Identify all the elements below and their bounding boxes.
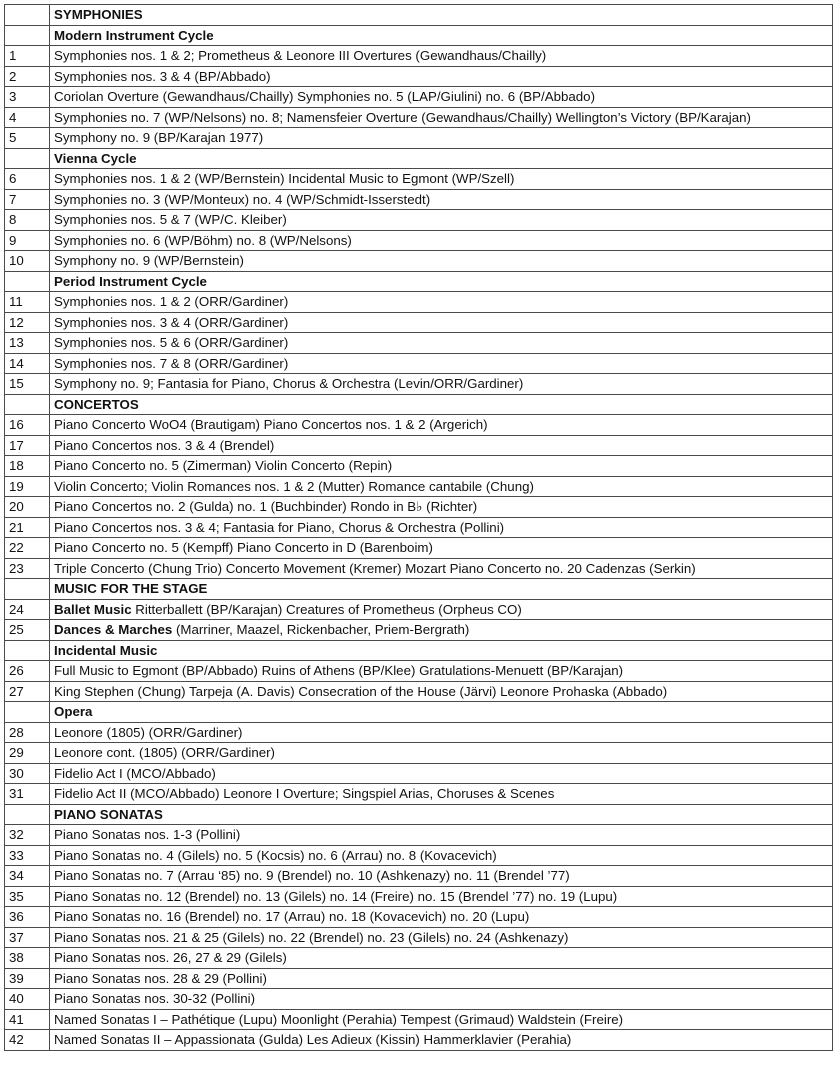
table-row bbox=[5, 87, 833, 108]
row-description: Piano Sonatas nos. 30-32 (Pollini) bbox=[50, 989, 833, 1010]
row-number: 32 bbox=[5, 825, 50, 846]
row-number bbox=[5, 579, 50, 600]
table-row bbox=[5, 517, 833, 538]
row-description: Symphony no. 9 (WP/Bernstein) bbox=[50, 251, 833, 272]
table-row bbox=[5, 415, 833, 436]
row-description: Symphonies nos. 3 & 4 (BP/Abbado) bbox=[50, 66, 833, 87]
row-number: 22 bbox=[5, 538, 50, 559]
table-row bbox=[5, 948, 833, 969]
row-description: Symphonies nos. 1 & 2 (ORR/Gardiner) bbox=[50, 292, 833, 313]
section-heading-row bbox=[5, 148, 833, 169]
row-number: 10 bbox=[5, 251, 50, 272]
section-heading-row bbox=[5, 579, 833, 600]
table-row bbox=[5, 620, 833, 641]
table-row bbox=[5, 497, 833, 518]
row-number: 17 bbox=[5, 435, 50, 456]
row-number: 13 bbox=[5, 333, 50, 354]
row-number: 33 bbox=[5, 845, 50, 866]
row-description: Triple Concerto (Chung Trio) Concerto Movement (Kremer) Mozart Piano Concerto no. 20 Cadenzas (Serkin) bbox=[50, 558, 833, 579]
row-number: 11 bbox=[5, 292, 50, 313]
section-heading-row bbox=[5, 25, 833, 46]
row-number: 19 bbox=[5, 476, 50, 497]
row-description: Fidelio Act I (MCO/Abbado) bbox=[50, 763, 833, 784]
table-body bbox=[5, 5, 833, 1051]
row-number: 14 bbox=[5, 353, 50, 374]
row-number bbox=[5, 271, 50, 292]
row-number: 2 bbox=[5, 66, 50, 87]
row-description: Piano Concertos nos. 3 & 4; Fantasia for Piano, Chorus & Orchestra (Pollini) bbox=[50, 517, 833, 538]
row-description: Named Sonatas I – Pathétique (Lupu) Moonlight (Perahia) Tempest (Grimaud) Waldstein (Freire) bbox=[50, 1009, 833, 1030]
section-heading-row bbox=[5, 271, 833, 292]
table-row bbox=[5, 743, 833, 764]
table-row bbox=[5, 558, 833, 579]
row-description: Coriolan Overture (Gewandhaus/Chailly) Symphonies no. 5 (LAP/Giulini) no. 6 (BP/Abbado) bbox=[50, 87, 833, 108]
section-heading: Opera bbox=[50, 702, 833, 723]
row-description: Fidelio Act II (MCO/Abbado) Leonore I Overture; Singspiel Arias, Choruses & Scenes bbox=[50, 784, 833, 805]
row-number: 38 bbox=[5, 948, 50, 969]
section-heading-row bbox=[5, 702, 833, 723]
row-number: 1 bbox=[5, 46, 50, 67]
table-row bbox=[5, 333, 833, 354]
row-number: 36 bbox=[5, 907, 50, 928]
row-number: 20 bbox=[5, 497, 50, 518]
row-description: King Stephen (Chung) Tarpeja (A. Davis) Consecration of the House (Järvi) Leonore Prohaska (Abbado) bbox=[50, 681, 833, 702]
row-number: 30 bbox=[5, 763, 50, 784]
section-heading: PIANO SONATAS bbox=[50, 804, 833, 825]
row-description: Symphonies nos. 5 & 6 (ORR/Gardiner) bbox=[50, 333, 833, 354]
row-description: Symphonies nos. 3 & 4 (ORR/Gardiner) bbox=[50, 312, 833, 333]
row-description: Violin Concerto; Violin Romances nos. 1 & 2 (Mutter) Romance cantabile (Chung) bbox=[50, 476, 833, 497]
row-number bbox=[5, 394, 50, 415]
row-number: 12 bbox=[5, 312, 50, 333]
table-row bbox=[5, 210, 833, 231]
table-row bbox=[5, 927, 833, 948]
table-row bbox=[5, 907, 833, 928]
row-description: Symphonies no. 7 (WP/Nelsons) no. 8; Namensfeier Overture (Gewandhaus/Chailly) Wellington’s Victory (BP/Karajan) bbox=[50, 107, 833, 128]
row-description bbox=[50, 599, 833, 620]
row-description: Piano Sonatas no. 7 (Arrau ‘85) no. 9 (Brendel) no. 10 (Ashkenazy) no. 11 (Brendel ’77) bbox=[50, 866, 833, 887]
row-description: Symphonies nos. 5 & 7 (WP/C. Kleiber) bbox=[50, 210, 833, 231]
section-heading: SYMPHONIES bbox=[50, 5, 833, 26]
row-description: Full Music to Egmont (BP/Abbado) Ruins of Athens (BP/Klee) Gratulations-Menuett (BP/Karajan) bbox=[50, 661, 833, 682]
section-heading: CONCERTOS bbox=[50, 394, 833, 415]
table-row bbox=[5, 866, 833, 887]
table-row bbox=[5, 825, 833, 846]
row-number: 4 bbox=[5, 107, 50, 128]
table-row bbox=[5, 251, 833, 272]
table-row bbox=[5, 722, 833, 743]
row-description: Piano Concerto no. 5 (Kempff) Piano Concerto in D (Barenboim) bbox=[50, 538, 833, 559]
table-row bbox=[5, 353, 833, 374]
row-number: 5 bbox=[5, 128, 50, 149]
row-number: 9 bbox=[5, 230, 50, 251]
row-number: 23 bbox=[5, 558, 50, 579]
row-description: Piano Sonatas nos. 21 & 25 (Gilels) no. 22 (Brendel) no. 23 (Gilels) no. 24 (Ashkenazy) bbox=[50, 927, 833, 948]
table-row bbox=[5, 886, 833, 907]
row-description bbox=[50, 620, 833, 641]
table-row bbox=[5, 989, 833, 1010]
row-description: Leonore cont. (1805) (ORR/Gardiner) bbox=[50, 743, 833, 764]
row-description: Piano Concerto no. 5 (Zimerman) Violin Concerto (Repin) bbox=[50, 456, 833, 477]
row-number: 34 bbox=[5, 866, 50, 887]
row-number: 25 bbox=[5, 620, 50, 641]
row-number bbox=[5, 5, 50, 26]
row-number: 37 bbox=[5, 927, 50, 948]
section-heading: Modern Instrument Cycle bbox=[50, 25, 833, 46]
row-description-text: Ritterballett (BP/Karajan) Creatures of Prometheus (Orpheus CO) bbox=[131, 601, 522, 617]
row-number: 8 bbox=[5, 210, 50, 231]
row-description: Piano Concertos no. 2 (Gulda) no. 1 (Buchbinder) Rondo in B♭ (Richter) bbox=[50, 497, 833, 518]
table-row bbox=[5, 46, 833, 67]
row-description: Symphony no. 9 (BP/Karajan 1977) bbox=[50, 128, 833, 149]
row-number: 7 bbox=[5, 189, 50, 210]
table-row bbox=[5, 599, 833, 620]
table-row bbox=[5, 66, 833, 87]
row-number bbox=[5, 702, 50, 723]
row-description: Piano Sonatas nos. 26, 27 & 29 (Gilels) bbox=[50, 948, 833, 969]
row-description: Piano Sonatas nos. 1-3 (Pollini) bbox=[50, 825, 833, 846]
table-row bbox=[5, 661, 833, 682]
table-row bbox=[5, 312, 833, 333]
row-number: 39 bbox=[5, 968, 50, 989]
row-number: 29 bbox=[5, 743, 50, 764]
row-number: 41 bbox=[5, 1009, 50, 1030]
table-row bbox=[5, 784, 833, 805]
table-row bbox=[5, 476, 833, 497]
table-row bbox=[5, 292, 833, 313]
row-number bbox=[5, 640, 50, 661]
table-row bbox=[5, 107, 833, 128]
table-row bbox=[5, 681, 833, 702]
row-description: Symphony no. 9; Fantasia for Piano, Chorus & Orchestra (Levin/ORR/Gardiner) bbox=[50, 374, 833, 395]
table-row bbox=[5, 763, 833, 784]
row-description-text: (Marriner, Maazel, Rickenbacher, Priem-Bergrath) bbox=[172, 622, 470, 637]
section-heading: Period Instrument Cycle bbox=[50, 271, 833, 292]
row-description: Leonore (1805) (ORR/Gardiner) bbox=[50, 722, 833, 743]
section-heading-row bbox=[5, 5, 833, 26]
table-row bbox=[5, 230, 833, 251]
row-number: 28 bbox=[5, 722, 50, 743]
row-description: Piano Sonatas no. 16 (Brendel) no. 17 (Arrau) no. 18 (Kovacevich) no. 20 (Lupu) bbox=[50, 907, 833, 928]
row-category-label: Ballet Music bbox=[54, 601, 132, 617]
table-row bbox=[5, 538, 833, 559]
row-number: 24 bbox=[5, 599, 50, 620]
row-number: 3 bbox=[5, 87, 50, 108]
row-description: Piano Sonatas nos. 28 & 29 (Pollini) bbox=[50, 968, 833, 989]
row-description: Piano Concertos nos. 3 & 4 (Brendel) bbox=[50, 435, 833, 456]
table-row bbox=[5, 456, 833, 477]
row-description: Symphonies nos. 1 & 2; Prometheus & Leonore III Overtures (Gewandhaus/Chailly) bbox=[50, 46, 833, 67]
row-description: Symphonies nos. 7 & 8 (ORR/Gardiner) bbox=[50, 353, 833, 374]
table-row bbox=[5, 128, 833, 149]
section-heading-row bbox=[5, 394, 833, 415]
row-number: 26 bbox=[5, 661, 50, 682]
section-heading-row bbox=[5, 804, 833, 825]
row-number: 16 bbox=[5, 415, 50, 436]
row-number bbox=[5, 804, 50, 825]
table-row bbox=[5, 968, 833, 989]
row-number: 27 bbox=[5, 681, 50, 702]
row-number: 35 bbox=[5, 886, 50, 907]
row-number: 21 bbox=[5, 517, 50, 538]
row-number bbox=[5, 25, 50, 46]
row-number: 40 bbox=[5, 989, 50, 1010]
table-row bbox=[5, 845, 833, 866]
row-description: Piano Sonatas no. 12 (Brendel) no. 13 (Gilels) no. 14 (Freire) no. 15 (Brendel ’77) no. 19 (Lupu) bbox=[50, 886, 833, 907]
table-row bbox=[5, 374, 833, 395]
discography-table bbox=[4, 4, 833, 1051]
row-number: 42 bbox=[5, 1030, 50, 1051]
row-category-label: Dances & Marches bbox=[54, 622, 173, 637]
row-number: 15 bbox=[5, 374, 50, 395]
row-number: 6 bbox=[5, 169, 50, 190]
row-description: Symphonies no. 3 (WP/Monteux) no. 4 (WP/Schmidt-Isserstedt) bbox=[50, 189, 833, 210]
table-row bbox=[5, 1030, 833, 1051]
row-number: 18 bbox=[5, 456, 50, 477]
row-description: Symphonies no. 6 (WP/Böhm) no. 8 (WP/Nelsons) bbox=[50, 230, 833, 251]
section-heading: MUSIC FOR THE STAGE bbox=[50, 579, 833, 600]
table-row bbox=[5, 169, 833, 190]
section-heading: Incidental Music bbox=[50, 640, 833, 661]
row-number bbox=[5, 148, 50, 169]
section-heading-row bbox=[5, 640, 833, 661]
section-heading: Vienna Cycle bbox=[50, 148, 833, 169]
table-row bbox=[5, 189, 833, 210]
row-description: Piano Sonatas no. 4 (Gilels) no. 5 (Kocsis) no. 6 (Arrau) no. 8 (Kovacevich) bbox=[50, 845, 833, 866]
row-description: Named Sonatas II – Appassionata (Gulda) Les Adieux (Kissin) Hammerklavier (Perahia) bbox=[50, 1030, 833, 1051]
table-row bbox=[5, 1009, 833, 1030]
table-row bbox=[5, 435, 833, 456]
row-description: Symphonies nos. 1 & 2 (WP/Bernstein) Incidental Music to Egmont (WP/Szell) bbox=[50, 169, 833, 190]
row-number: 31 bbox=[5, 784, 50, 805]
row-description: Piano Concerto WoO4 (Brautigam) Piano Concertos nos. 1 & 2 (Argerich) bbox=[50, 415, 833, 436]
